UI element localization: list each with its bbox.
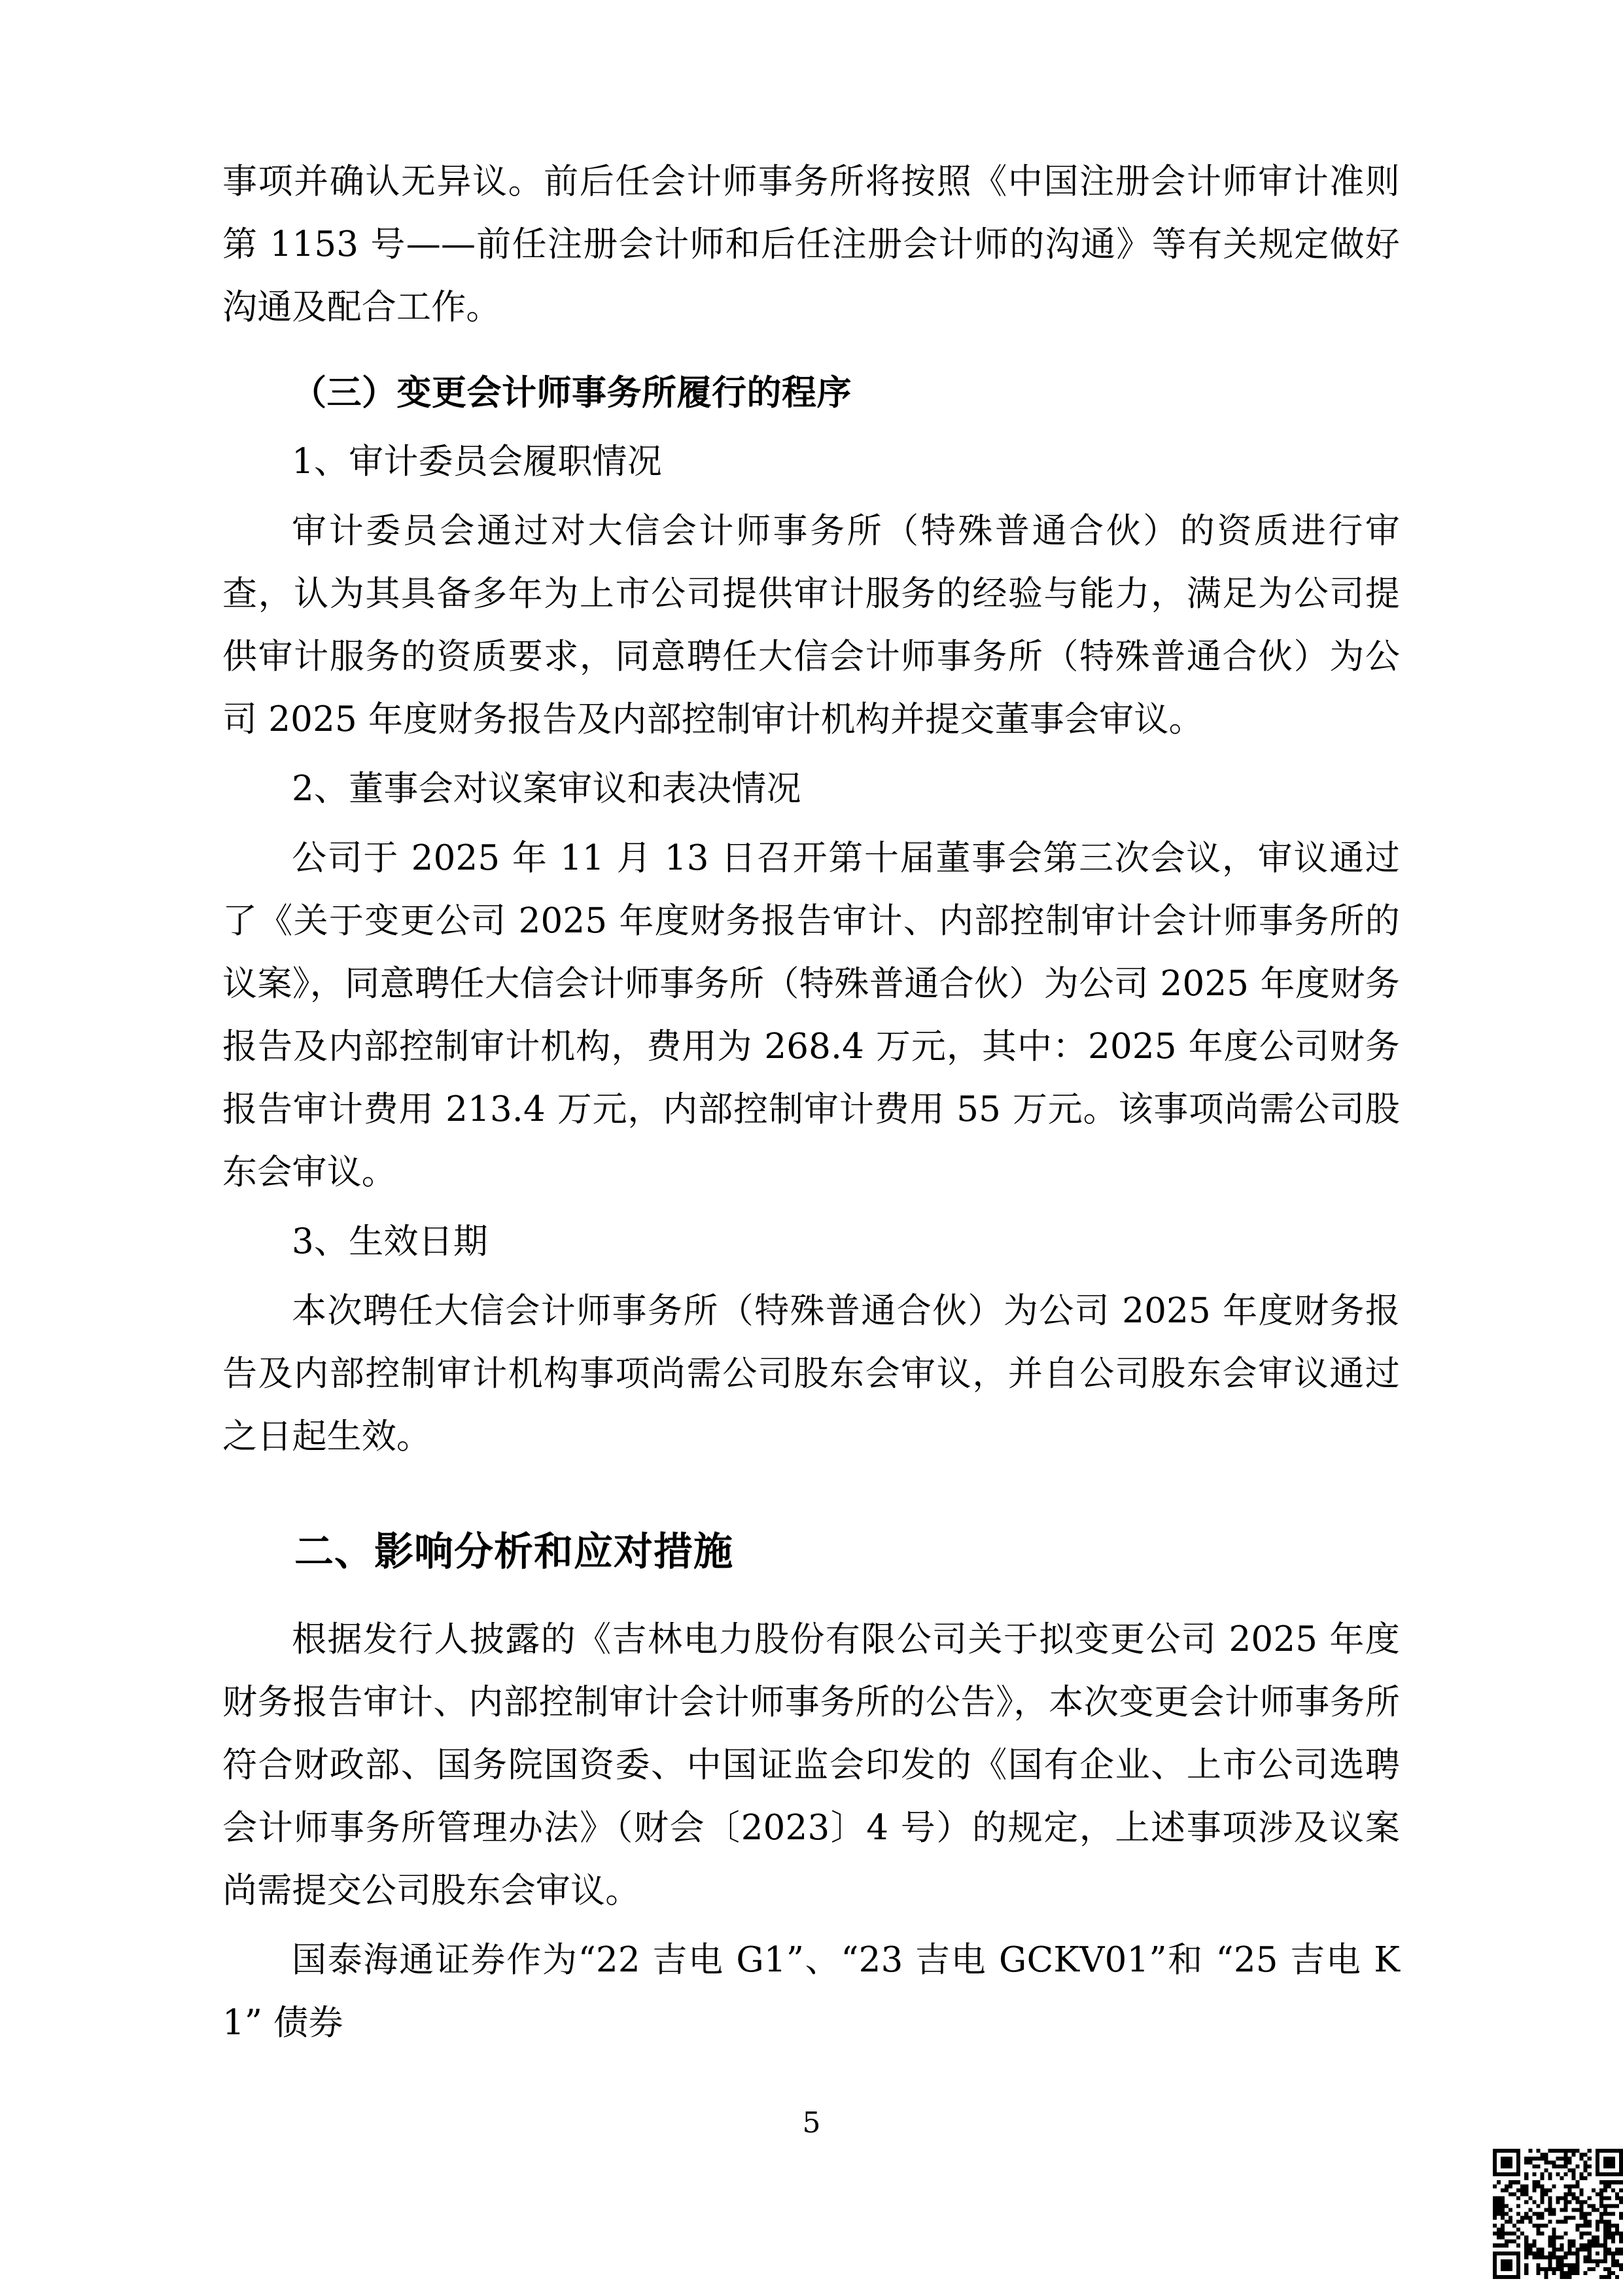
spacer <box>222 1273 1400 1280</box>
paragraph-continuation-communication: 事项并确认无异议。前后任会计师事务所将按照《中国注册会计师审计准则第 1153 号——前任注册会计师和后任注册会计师的沟通》等有关规定做好沟通及配合工作。 <box>222 162 1400 327</box>
item-heading-board-resolution: 2、董事会对议案审议和表决情况 <box>292 769 801 809</box>
section-heading-impact-analysis: 二、影响分析和应对措施 <box>294 1529 733 1575</box>
page-number: 5 <box>802 2106 821 2140</box>
item-heading-audit-committee: 1、审计委员会履职情况 <box>292 442 662 482</box>
item-heading-effective-date: 3、生效日期 <box>292 1222 488 1262</box>
paragraph-issuer-disclosure: 根据发行人披露的《吉林电力股份有限公司关于拟变更公司 2025 年度财务报告审计、内部控制审计会计师事务所的公告》，本次变更会计师事务所符合财政部、国务院国资委、中国证监会印发的《国有企业、上市公司选聘会计师事务所管理办法》（财会〔2023〕4 号）的规定，上述事项涉及议案尚需提交公司股东会审议。 <box>222 1619 1400 1911</box>
spacer <box>222 821 1400 827</box>
paragraph-board-meeting-details: 公司于 2025 年 11 月 13 日召开第十届董事会第三次会议，审议通过了《关于变更公司 2025 年度财务报告审计、内部控制审计会计师事务所的议案》，同意聘任大信会计师事务所（特殊普通合伙）为公司 2025 年度财务报告及内部控制审计机构，费用为 268.4 万元，其中：2025 年度公司财务报告审计费用 213.4 万元，内部控制审计费用 55 万元。该事项尚需公司股东会审议。 <box>222 838 1400 1192</box>
spacer <box>222 751 1400 758</box>
spacer <box>222 1468 1400 1518</box>
spacer <box>222 1204 1400 1210</box>
sub-heading-procedures: （三）变更会计师事务所履行的程序 <box>292 372 852 413</box>
paragraph-audit-committee-review: 审计委员会通过对大信会计师事务所（特殊普通合伙）的资质进行审查，认为其具备多年为上市公司提供审计服务的经验与能力，满足为公司提供审计服务的资质要求，同意聘任大信会计师事务所（特殊普通合伙）为公司 2025 年度财务报告及内部控制审计机构并提交董事会审议。 <box>222 511 1400 739</box>
spacer <box>222 424 1400 431</box>
spacer <box>222 339 1400 361</box>
spacer <box>222 1586 1400 1608</box>
qr-code <box>1493 2149 1623 2279</box>
spacer <box>222 1922 1400 1929</box>
page-content <box>222 150 1400 2055</box>
paragraph-guotai-haitong-bonds: 国泰海通证券作为“22 吉电 G1”、“23 吉电 GCKV01”和 “25 吉电 K1” 债券 <box>222 1940 1400 2043</box>
paragraph-effective-date-detail: 本次聘任大信会计师事务所（特殊普通合伙）为公司 2025 年度财务报告及内部控制审计机构事项尚需公司股东会审议，并自公司股东会审议通过之日起生效。 <box>222 1291 1400 1457</box>
spacer <box>222 493 1400 500</box>
